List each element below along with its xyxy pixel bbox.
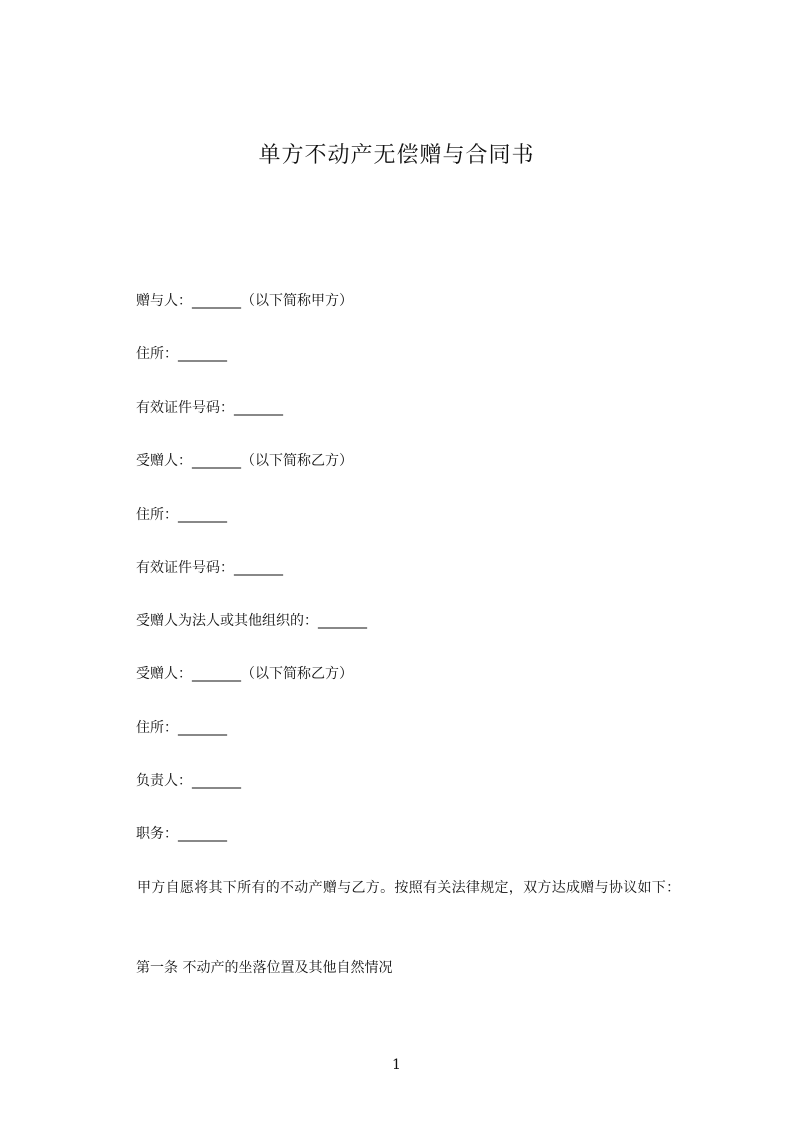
field-person-in-charge: 负责人：_______ [136, 773, 241, 789]
field-donee: 受赠人：_______（以下简称乙方） [136, 453, 353, 469]
field-donee-org-name: 受赠人：_______（以下简称乙方） [136, 666, 353, 682]
page-number: 1 [392, 1057, 401, 1073]
field-donee-id-number: 有效证件号码：_______ [136, 560, 283, 576]
field-donor-id-number: 有效证件号码：_______ [136, 400, 283, 416]
field-position: 职务：_______ [136, 826, 227, 842]
field-donee-organization: 受赠人为法人或其他组织的：_______ [136, 613, 367, 629]
intro-paragraph: 甲方自愿将其下所有的不动产赠与乙方。按照有关法律规定，双方达成赠与协议如下： [137, 880, 681, 896]
field-donor-address: 住所：_______ [136, 346, 227, 362]
field-donor: 赠与人：_______（以下简称甲方） [136, 293, 353, 309]
document-title: 单方不动产无偿赠与合同书 [258, 143, 535, 168]
article-1-heading: 第一条 不动产的坐落位置及其他自然情况 [136, 960, 393, 976]
field-donee-org-address: 住所：_______ [136, 720, 227, 736]
field-donee-address: 住所：_______ [136, 507, 227, 523]
